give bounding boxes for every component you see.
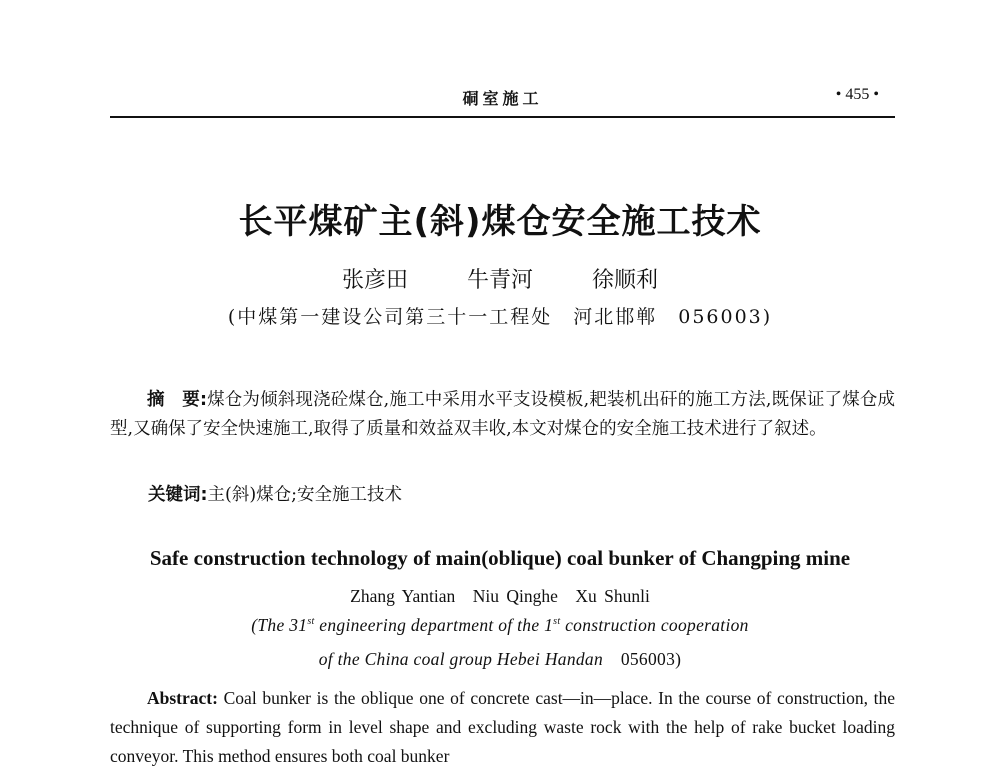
affiliation-en-part: (The 31 [251, 615, 308, 635]
affiliation-en-line2 [0, 646, 1000, 671]
affiliation-en-postcode: 056003) [603, 649, 682, 669]
affiliation-en-part: engineering department of the 1 [314, 615, 554, 635]
ordinal-suffix: st [553, 616, 561, 628]
author-cn: 牛青河 [466, 268, 533, 293]
ordinal-suffix: st [307, 616, 315, 628]
article-title-en: Safe construction technology of main(oblique) coal bunker of Changping mine [149, 546, 851, 570]
author-cn: 徐顺利 [592, 268, 659, 293]
abstract-cn [110, 386, 895, 444]
article-title-cn: 长平煤矿主(斜)煤仓安全施工技术 [238, 202, 762, 242]
page-header [110, 86, 895, 114]
affiliation-en-line1 [0, 615, 1000, 636]
abstract-en [110, 684, 895, 771]
affiliation-cn: (中煤第一建设公司第三十一工程处 河北邯郸 056003) [227, 306, 773, 328]
keywords-cn [148, 481, 402, 506]
keywords-label: 关键词: [148, 485, 208, 505]
running-head: 硐室施工 [462, 89, 543, 108]
header-rule [110, 116, 895, 118]
authors-cn [0, 263, 1000, 294]
page-number: • 455 • [835, 86, 879, 103]
abstract-cn-text: 煤仓为倾斜现浇砼煤仓,施工中采用水平支设模板,耙装机出矸的施工方法,既保证了煤仓成型,又确保了安全快速施工,取得了质量和效益双丰收,本文对煤仓的安全施工技术进行了叙述。 [110, 390, 896, 439]
authors-en: Zhang Yantian Niu Qinghe Xu Shunli [350, 586, 650, 606]
affiliation-en-part: construction cooperation [560, 615, 749, 635]
author-cn: 张彦田 [341, 268, 408, 293]
abstract-en-label: Abstract: [147, 688, 218, 708]
affiliation-en-org: of the China coal group Hebei Handan [318, 649, 604, 669]
abstract-cn-label: 摘 要: [147, 390, 207, 410]
keywords-text: 主(斜)煤仓;安全施工技术 [207, 485, 403, 505]
abstract-en-text: Coal bunker is the oblique one of concrete cast—in—place. In the course of construction, the technique of supporting form in level shape and excluding waste rock with the help of rake bucket loading conveyor. This method ensures both coal bunker [110, 688, 895, 766]
